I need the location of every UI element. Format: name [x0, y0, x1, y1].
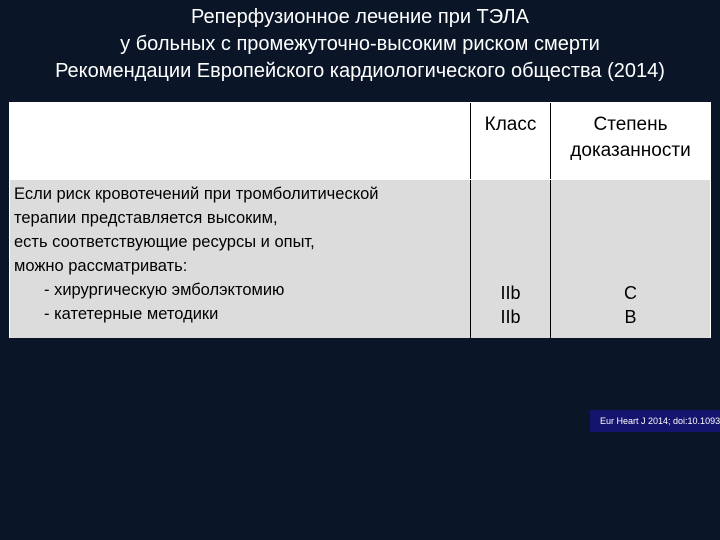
table-row — [10, 179, 710, 338]
evidence-value: C — [624, 283, 637, 303]
statement-line: терапии представляется высоким, — [14, 209, 278, 227]
header-evidence-label-line2: доказанности — [570, 140, 691, 161]
header-evidence-label-line1: Степень — [593, 114, 668, 135]
evidence-value: B — [624, 307, 637, 327]
header-class-label: Класс — [484, 114, 537, 135]
title-line-1: Реперфузионное лечение при ТЭЛА — [191, 6, 529, 28]
statement-line: Если риск кровотечений при тромболитической — [14, 185, 379, 203]
title-line-3: Рекомендации Европейского кардиологического общества (2014) — [55, 60, 665, 82]
statement-line: есть соответствующие ресурсы и опыт, — [14, 233, 315, 251]
header-empty-cell — [10, 103, 470, 179]
header-class-cell — [470, 103, 550, 179]
statement-cell — [10, 180, 470, 338]
statement-line: можно рассматривать: — [14, 257, 188, 275]
header-evidence-cell — [550, 103, 710, 179]
statement-subitem: - катетерные методики — [44, 305, 219, 323]
statement-subitem: - хирургическую эмболэктомию — [44, 281, 285, 299]
statement-text — [10, 180, 470, 326]
recommendation-table — [9, 102, 711, 338]
table-header-row — [10, 103, 710, 179]
class-cell — [470, 180, 550, 338]
evidence-cell — [550, 180, 710, 338]
class-value: IIb — [500, 283, 521, 303]
class-value: IIb — [500, 307, 521, 327]
slide-title — [0, 4, 720, 85]
reference-citation: Eur Heart J 2014; doi:10.1093 — [590, 410, 720, 432]
title-line-2: у больных с промежуточно-высоким риском смерти — [120, 33, 600, 55]
